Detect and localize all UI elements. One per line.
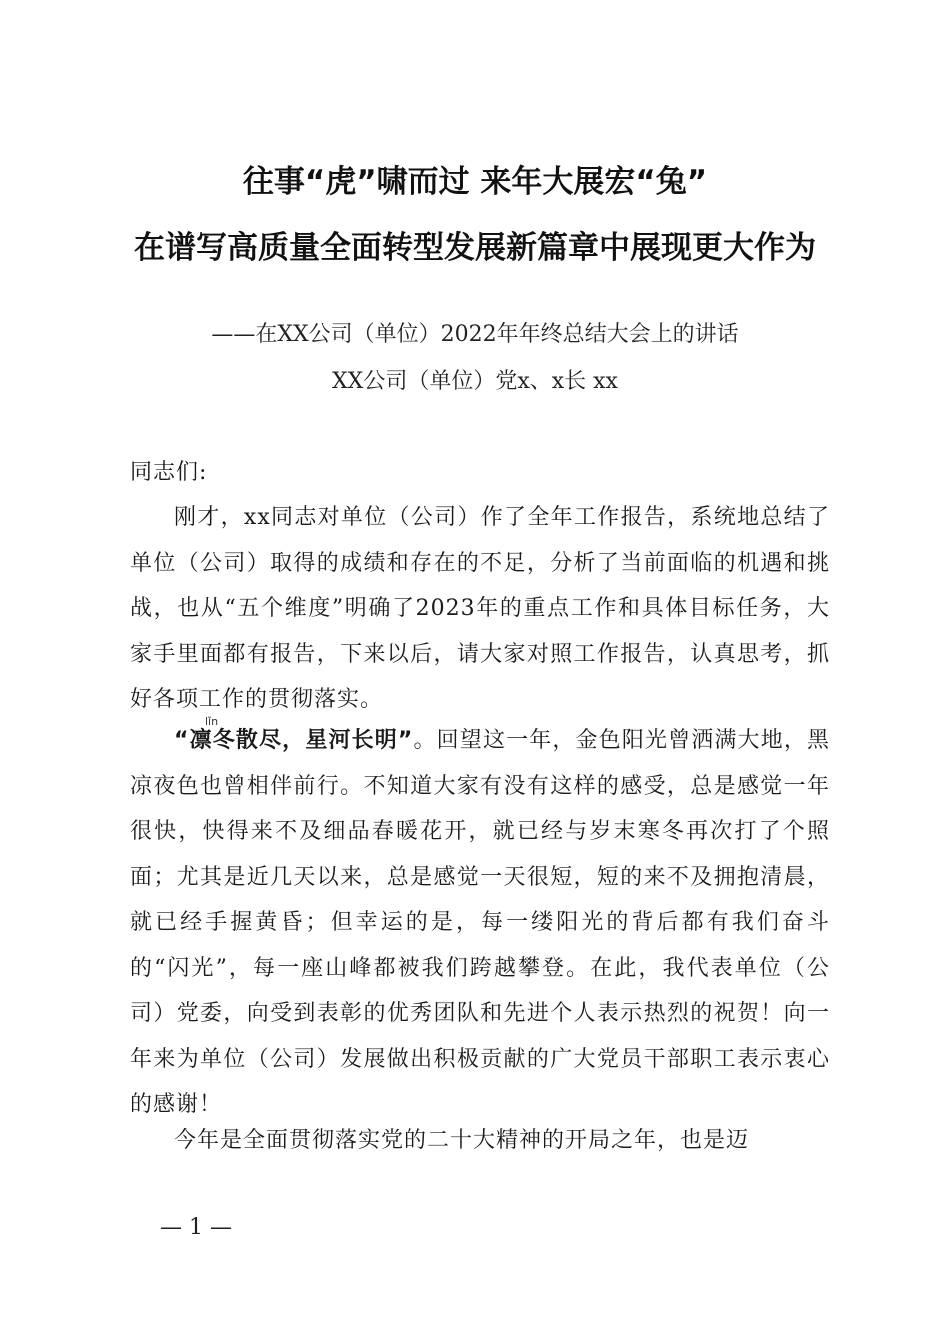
title-line-2: 在谱写高质量全面转型发展新篇章中展现更大作为 <box>134 230 816 266</box>
paragraph-2 <box>130 718 830 1128</box>
paragraph-2-rest: 。回望这一年，金色阳光曾洒满大地，黑凉夜色也曾相伴前行。不知道大家有没有这样的感受，总是感觉一年很快，快得来不及细品春暖花开，就已经与岁末寒冬再次打了个照面；尤其是近几天以来，总是感觉一天很短，短的来不及拥抱清晨，就已经手握黄昏；但幸运的是，每一缕阳光的背后都有我们奋斗的“闪光”，每一座山峰都被我们跨越攀登。在此，我代表单位（公司）党委，向受到表彰的优秀团队和先进个人表示热烈的祝贺！向一年来为单位（公司）发展做出积极贡献的广大党员干部职工表示衷心的感谢！ <box>130 728 830 1117</box>
subtitle-speaker: XX公司（单位）党x、x长 xx <box>332 369 618 394</box>
page-number: — 1 — <box>160 1215 232 1240</box>
greeting: 同志们: <box>130 460 208 485</box>
paragraph-1-text: 刚才，xx同志对单位（公司）作了全年工作报告，系统地总结了单位（公司）取得的成绩和存在的不足，分析了当前面临的机遇和挑战，也从“五个维度”明确了2023年的重点工作和具体目标任务，大家手里面都有报告，下来以后，请大家对照工作报告，认真思考，抓好各项工作的贯彻落实。 <box>130 505 830 712</box>
subtitle-speech: ——在XX公司（单位）2022年年终总结大会上的讲话 <box>211 322 739 347</box>
paragraph-2-text <box>130 718 830 1128</box>
paragraph-1 <box>130 495 830 723</box>
paragraph-2-quote: “凛冬散尽，星河长明” <box>174 728 414 753</box>
paragraph-3 <box>130 1118 830 1164</box>
title-line-1: 往事“虎”啸而过 来年大展宏“兔” <box>242 164 708 200</box>
paragraph-3-text: 今年是全面贯彻落实党的二十大精神的开局之年，也是迈 <box>174 1128 750 1153</box>
pinyin-annotation: lǐn <box>205 715 219 728</box>
